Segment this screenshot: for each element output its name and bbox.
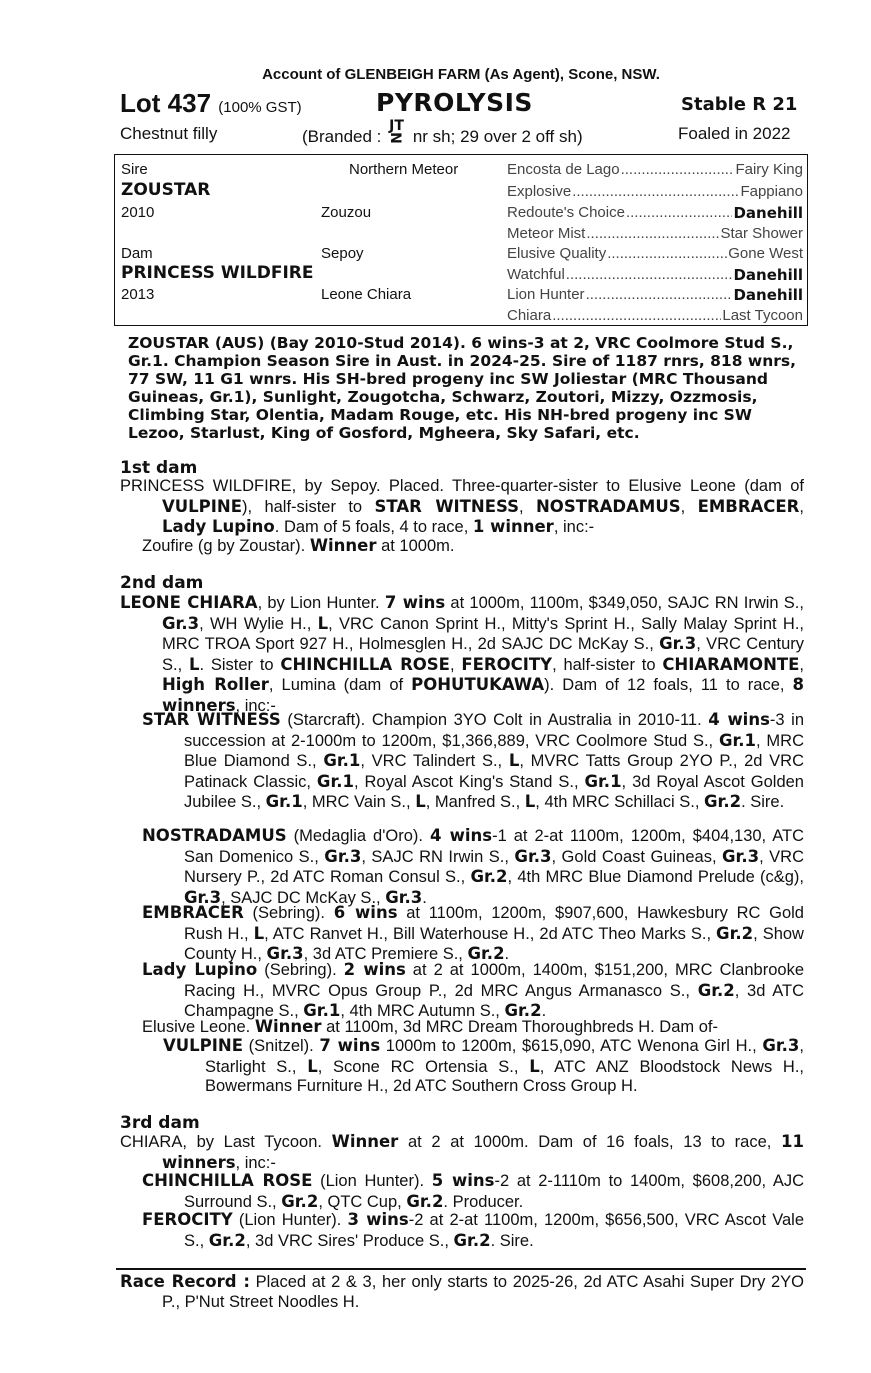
consignor-line: Account of GLENBEIGH FARM (As Agent), Scone, NSW.	[262, 66, 660, 83]
ggen-sire: Star Shower	[720, 225, 803, 242]
leader-dots	[607, 245, 727, 262]
leader-dots	[566, 266, 733, 284]
race-record-text: Placed at 2 & 3, her only starts to 2025-26, 2d ATC Asahi Super Dry 2YO P., P'Nut Street Noodles H.	[162, 1273, 804, 1311]
third-dam-paragraph: CHIARA, by Last Tycoon. Winner at 2 at 1000m. Dam of 16 foals, 13 to race, 11 winners, inc:-	[120, 1132, 804, 1172]
progeny-nostradamus: NOSTRADAMUS (Medaglia d'Oro). 4 wins-1 at 2-at 1100m, 1200m, $404,130, ATC San Domenico S., Gr.3, SAJC RN Irwin S., Gr.3, Gold Coast Guineas, Gr.3, VRC Nursery P., 2d ATC Roman Consul S., Gr.2, 4th MRC Blue Diamond Prelude (c&g), Gr.3, SAJC DC McKay S., Gr.3.	[142, 826, 805, 907]
sire-label: Sire	[121, 161, 148, 178]
ggen-horse: Encosta de Lago	[507, 161, 620, 178]
ggen-sire: Gone West	[728, 245, 803, 262]
progeny-chinchilla-rose: CHINCHILLA ROSE (Lion Hunter). 5 wins-2 at 2-1110m to 1400m, $608,200, AJC Surround S., Gr.2, QTC Cup, Gr.2. Producer.	[142, 1171, 804, 1211]
leader-dots	[621, 161, 735, 178]
dam-name: PRINCESS WILDFIRE	[121, 263, 314, 283]
ggen-row	[507, 225, 803, 242]
lot-label: Lot 437	[120, 88, 212, 118]
brand-description: (Branded : JT N nr sh; 29 over 2 off sh)	[302, 118, 583, 146]
gst-note: (100% GST)	[218, 99, 302, 116]
ggen-sire: Danehill	[733, 286, 803, 304]
ggen-horse: Watchful	[507, 266, 565, 283]
ggen-horse: Explosive	[507, 183, 572, 200]
progeny-vulpine: VULPINE (Snitzel). 7 wins 1000m to 1200m, $615,090, ATC Wenona Girl H., Gr.3, Starlight S., L, Scone RC Ortensia S., L, ATC ANZ Bloodstock News H., Bowermans Furniture H., 2d ATC Southern Cross Group H.	[163, 1036, 805, 1096]
lot-number	[120, 88, 302, 119]
ggen-sire: Fairy King	[735, 161, 803, 178]
third-dam-heading: 3rd dam	[120, 1113, 200, 1133]
progeny-embracer: EMBRACER (Sebring). 6 wins at 1100m, 1200m, $907,600, Hawkesbury RC Gold Rush H., L, ATC Ranvet H., Bill Waterhouse H., 2d ATC Theo Marks S., Gr.2, Show County H., Gr.3, 3d ATC Premiere S., Gr.2.	[142, 903, 804, 964]
dam-label: Dam	[121, 245, 153, 262]
ggen-sire: Fappiano	[740, 183, 803, 200]
leader-dots	[586, 225, 719, 242]
ggen-row	[507, 204, 803, 222]
second-dam-heading: 2nd dam	[120, 573, 204, 593]
ggen-row	[507, 245, 803, 262]
ggen-sire: Last Tycoon	[722, 307, 803, 324]
progeny-star-witness: STAR WITNESS (Starcraft). Champion 3YO Colt in Australia in 2010-11. 4 wins-3 in succession at 2-1000m to 1200m, $1,366,889, VRC Coolmore Stud S., Gr.1, MRC Blue Diamond S., Gr.1, VRC Talindert S., L, MVRC Tatts Group 2YO P., 2d VRC Patinack Classic, Gr.1, Royal Ascot King's Stand S., Gr.1, 3d Royal Ascot Golden Jubilee S., Gr.1, MRC Vain S., L, Manfred S., L, 4th MRC Schillaci S., Gr.2. Sire.	[142, 710, 804, 812]
foaled-year: Foaled in 2022	[678, 124, 791, 143]
ggen-horse: Chiara	[507, 307, 552, 324]
colour-sex: Chestnut filly	[120, 124, 218, 143]
sire-summary: ZOUSTAR (AUS) (Bay 2010-Stud 2014). 6 wins-3 at 2, VRC Coolmore Stud S., Gr.1. Champion Season Sire in Aust. in 2024-25. Sire of 1187 rnrs, 818 wnrs, 77 SW, 11 G1 wnrs. His SH-bred progeny inc SW Joliestar (MRC Thousand Guineas, Gr.1), Sunlight, Zougotcha, Schwarz, Zoutori, Mizzy, Ozzmosis, Climbing Star, Olentia, Madam Rouge, etc. His NH-bred progeny inc SW Lezoo, Starlust, King of Gosford, Mgheera, Sky Safari, etc.	[128, 334, 797, 442]
ggen-horse: Meteor Mist	[507, 225, 586, 242]
progeny-ferocity: FEROCITY (Lion Hunter). 3 wins-2 at 2-at 1100m, 1200m, $656,500, VRC Ascot Vale S., Gr.2, 3d VRC Sires' Produce S., Gr.2. Sire.	[142, 1210, 805, 1250]
ggen-sire: Danehill	[733, 266, 803, 284]
race-record	[120, 1272, 804, 1312]
footer-divider	[116, 1268, 806, 1270]
stable-number: Stable R 21	[681, 94, 798, 115]
horse-name: PYROLYSIS	[376, 88, 533, 117]
sire-sire: Northern Meteor	[349, 161, 459, 178]
first-dam-progeny: Zoufire (g by Zoustar). Winner at 1000m.	[142, 536, 455, 555]
race-record-label: Race Record :	[120, 1272, 250, 1291]
dam-year: 2013	[121, 286, 155, 303]
ggen-row	[507, 307, 803, 324]
ggen-row	[507, 286, 803, 304]
ggen-horse: Elusive Quality	[507, 245, 607, 262]
progeny-lady-lupino: Lady Lupino (Sebring). 2 wins at 2 at 1000m, 1400m, $151,200, MRC Clanbrooke Racing H., MVRC Opus Group P., 2d MRC Angus Armanasco S., Gr.2, 3d ATC Champagne S., Gr.1, 4th MRC Autumn S., Gr.2.	[142, 960, 804, 1021]
sire-name: ZOUSTAR	[121, 180, 211, 200]
ggen-sire: Danehill	[733, 204, 803, 222]
brand-mark-icon: JT N	[386, 118, 404, 144]
progeny-elusive-leone: Elusive Leone. Winner at 1100m, 3d MRC Dream Thoroughbreds H. Dam of-	[142, 1017, 718, 1036]
sire-dam: Zouzou	[321, 204, 372, 221]
ggen-horse: Lion Hunter	[507, 286, 585, 303]
second-dam-paragraph: LEONE CHIARA, by Lion Hunter. 7 wins at 1000m, 1100m, $349,050, SAJC RN Irwin S., Gr.3, WH Wylie H., L, VRC Canon Sprint H., Mitty's Sprint H., Sally Malay Sprint H., MRC TROA Sport 927 H., Holmesglen H., 2d SAJC DC McKay S., Gr.3, VRC Century S., L. Sister to CHINCHILLA ROSE, FEROCITY, half-sister to CHIARAMONTE, High Roller, Lumina (dam of POHUTUKAWA). Dam of 12 foals, 11 to race, 8 winners, inc:-	[120, 593, 805, 715]
pedigree-table	[114, 154, 808, 326]
dam-sire: Sepoy	[321, 245, 364, 262]
leader-dots	[586, 286, 733, 304]
leader-dots	[572, 183, 739, 200]
ggen-row	[507, 266, 803, 284]
dam-dam: Leone Chiara	[321, 286, 412, 303]
ggen-horse: Redoute's Choice	[507, 204, 625, 221]
leader-dots	[552, 307, 721, 324]
sire-year: 2010	[121, 204, 155, 221]
first-dam-heading: 1st dam	[120, 458, 198, 478]
ggen-row	[507, 183, 803, 200]
ggen-row	[507, 161, 803, 178]
leader-dots	[626, 204, 733, 222]
first-dam-paragraph: PRINCESS WILDFIRE, by Sepoy. Placed. Three-quarter-sister to Elusive Leone (dam of VULPINE), half-sister to STAR WITNESS, NOSTRADAMUS, EMBRACER, Lady Lupino. Dam of 5 foals, 4 to race, 1 winner, inc:-	[120, 477, 804, 537]
